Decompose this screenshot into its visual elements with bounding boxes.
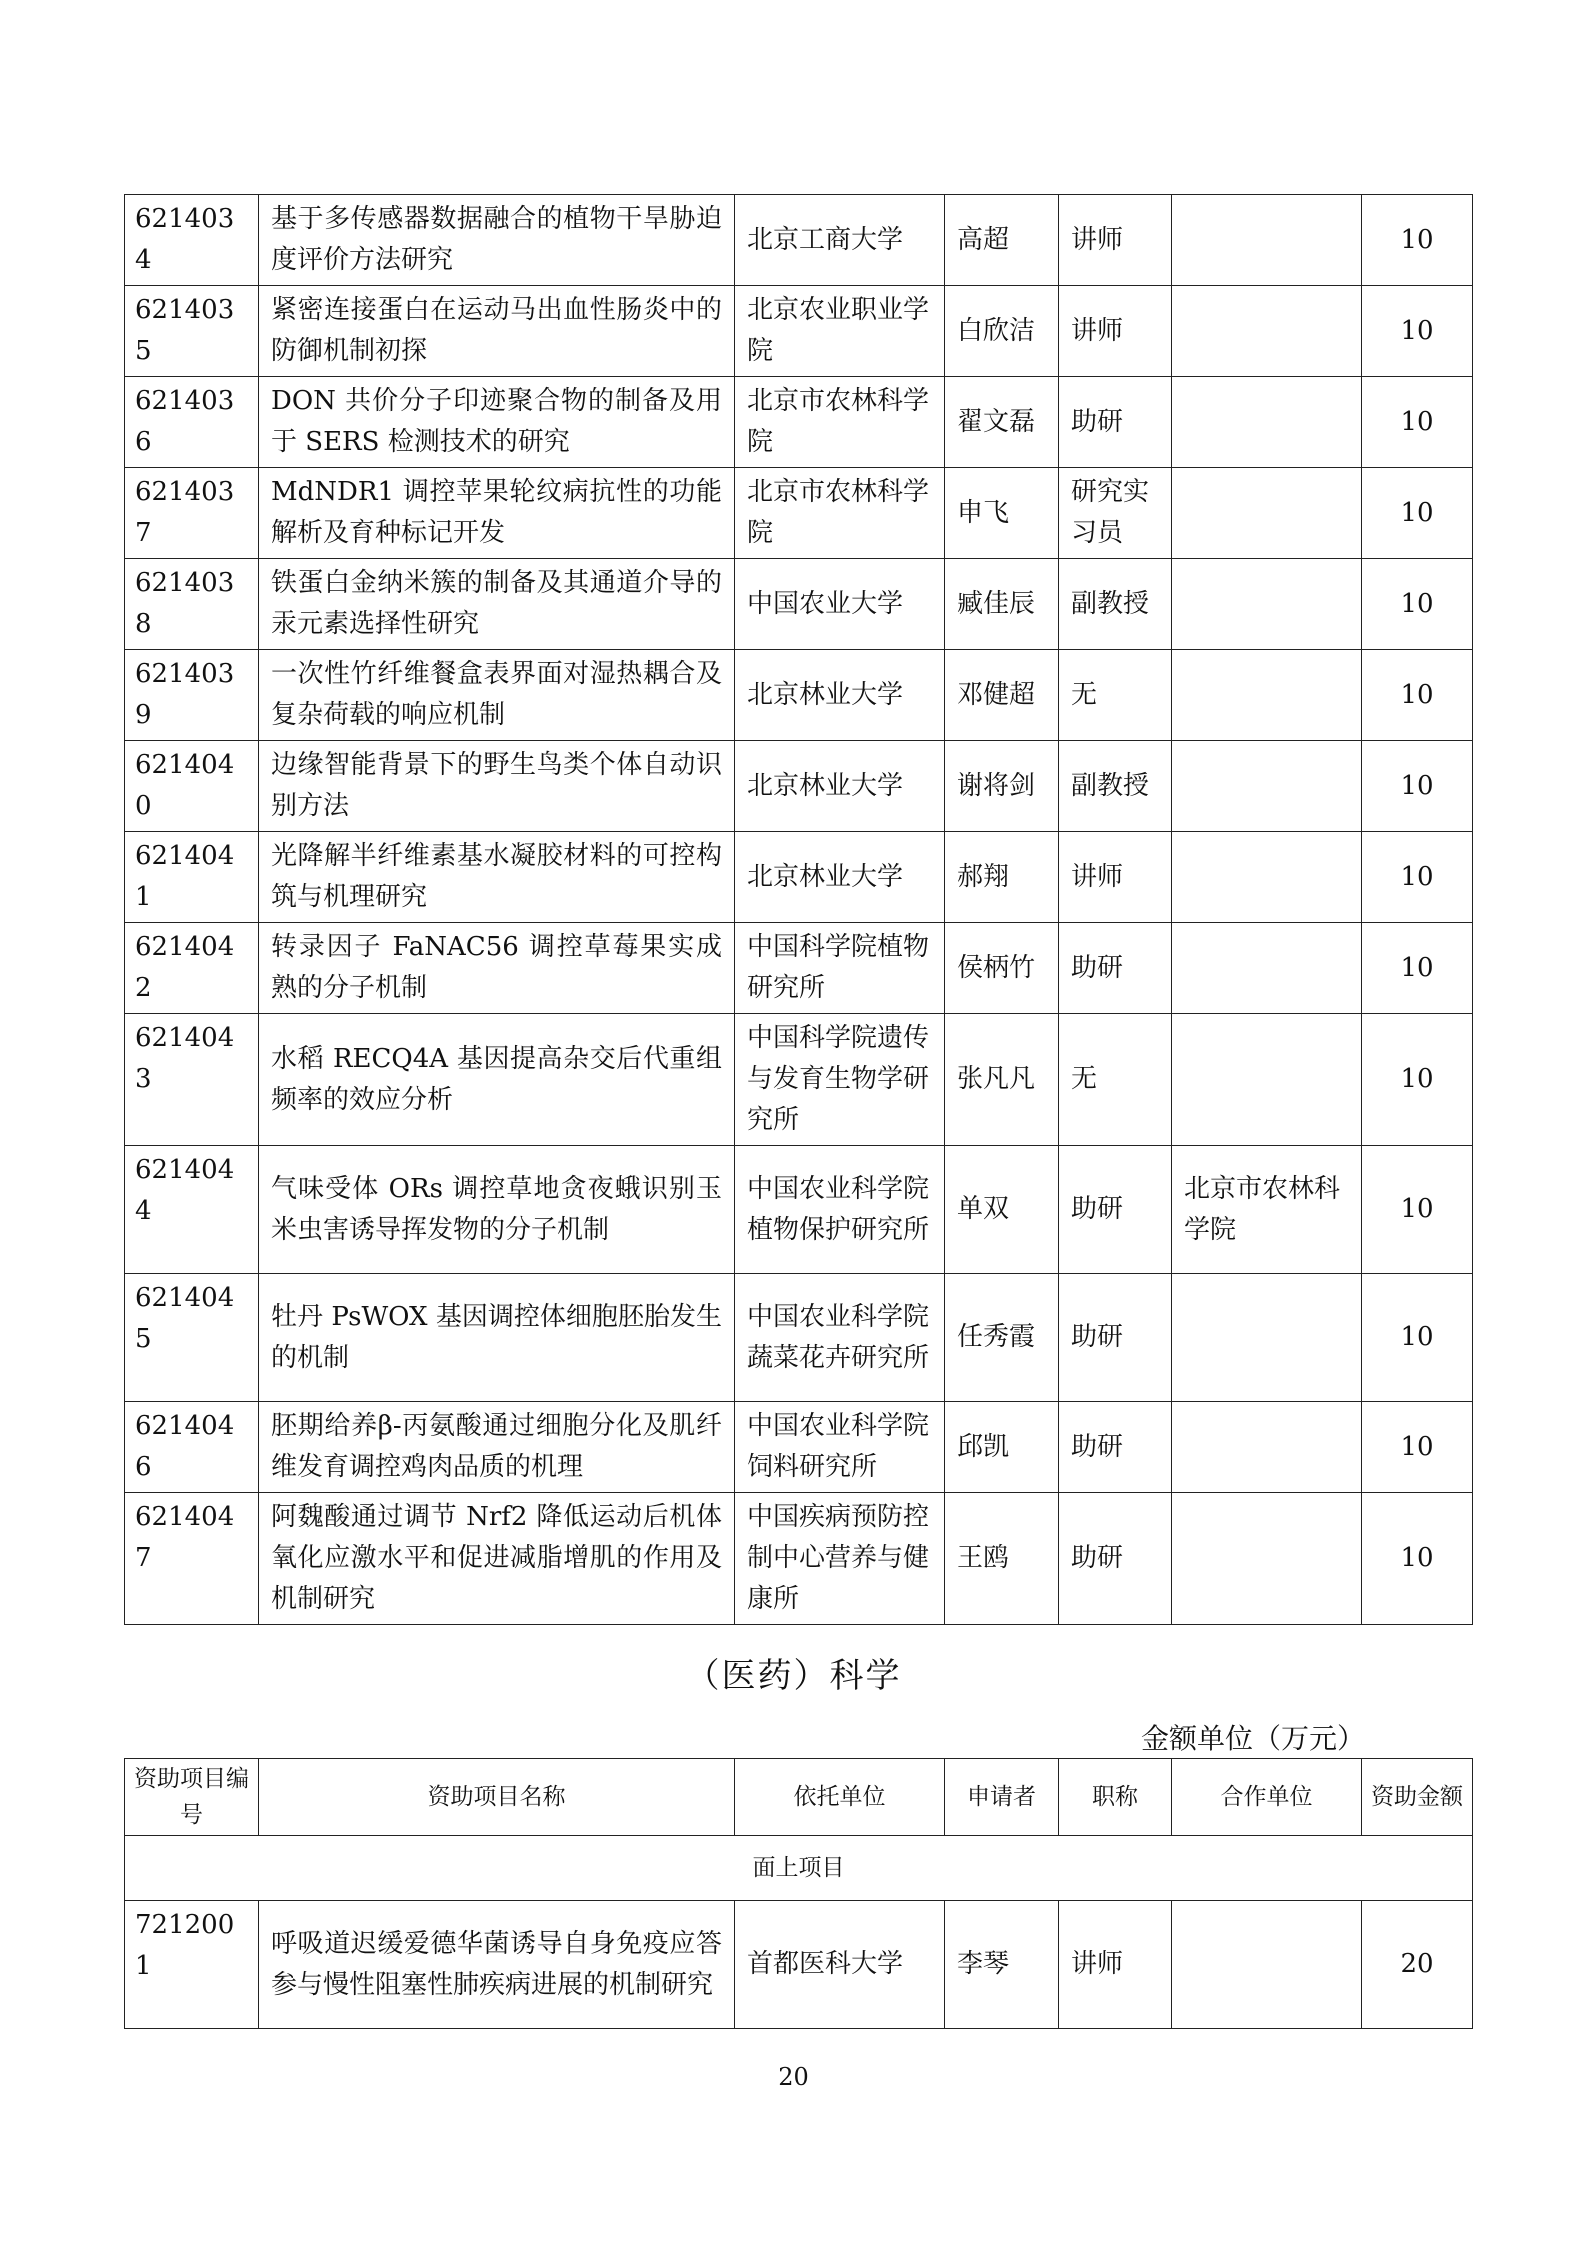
cell-project-id: 6214045 — [125, 1274, 259, 1402]
cell-applicant: 翟文磊 — [945, 377, 1059, 468]
cell-partner — [1172, 1014, 1362, 1146]
cell-project-title: 呼吸道迟缓爱德华菌诱导自身免疫应答参与慢性阻塞性肺疾病进展的机制研究 — [259, 1901, 735, 2029]
cell-organization: 北京林业大学 — [735, 832, 945, 923]
cell-partner — [1172, 1274, 1362, 1402]
table-row — [125, 1901, 1473, 2029]
table-row — [125, 1402, 1473, 1493]
cell-project-id: 6214034 — [125, 195, 259, 286]
cell-amount: 10 — [1362, 923, 1473, 1014]
cell-project-title: MdNDR1 调控苹果轮纹病抗性的功能解析及育种标记开发 — [259, 468, 735, 559]
table-row — [125, 1014, 1473, 1146]
cell-position: 助研 — [1059, 1493, 1172, 1625]
cell-project-title: 光降解半纤维素基水凝胶材料的可控构筑与机理研究 — [259, 832, 735, 923]
page-number: 20 — [778, 2063, 809, 2091]
cell-applicant: 申飞 — [945, 468, 1059, 559]
cell-position: 助研 — [1059, 1402, 1172, 1493]
cell-project-title: 基于多传感器数据融合的植物干旱胁迫度评价方法研究 — [259, 195, 735, 286]
cell-organization: 北京农业职业学院 — [735, 286, 945, 377]
category-label: 面上项目 — [125, 1836, 1473, 1901]
cell-partner — [1172, 468, 1362, 559]
cell-partner — [1172, 1901, 1362, 2029]
header-organization: 依托单位 — [735, 1759, 945, 1836]
cell-organization: 中国农业大学 — [735, 559, 945, 650]
cell-position: 副教授 — [1059, 559, 1172, 650]
cell-project-title: 铁蛋白金纳米簇的制备及其通道介导的汞元素选择性研究 — [259, 559, 735, 650]
cell-project-id: 6214043 — [125, 1014, 259, 1146]
cell-project-id: 6214039 — [125, 650, 259, 741]
cell-applicant: 侯柄竹 — [945, 923, 1059, 1014]
cell-applicant: 高超 — [945, 195, 1059, 286]
cell-amount: 10 — [1362, 286, 1473, 377]
cell-project-title: 转录因子 FaNAC56 调控草莓果实成熟的分子机制 — [259, 923, 735, 1014]
cell-organization: 中国疾病预防控制中心营养与健康所 — [735, 1493, 945, 1625]
cell-partner — [1172, 559, 1362, 650]
cell-partner — [1172, 195, 1362, 286]
cell-amount: 10 — [1362, 377, 1473, 468]
table-row — [125, 650, 1473, 741]
header-applicant: 申请者 — [945, 1759, 1059, 1836]
project-table-medicine — [124, 1758, 1473, 2029]
cell-project-id: 6214044 — [125, 1146, 259, 1274]
table-header-row — [125, 1759, 1473, 1836]
cell-applicant: 单双 — [945, 1146, 1059, 1274]
header-project-title: 资助项目名称 — [259, 1759, 735, 1836]
table-row — [125, 1146, 1473, 1274]
cell-partner — [1172, 650, 1362, 741]
cell-organization: 北京林业大学 — [735, 650, 945, 741]
table-row — [125, 468, 1473, 559]
table-row — [125, 832, 1473, 923]
cell-position: 讲师 — [1059, 1901, 1172, 2029]
section-title: （医药）科学 — [685, 1656, 902, 1696]
cell-amount: 10 — [1362, 650, 1473, 741]
cell-partner — [1172, 741, 1362, 832]
cell-position: 讲师 — [1059, 832, 1172, 923]
cell-organization: 中国农业科学院植物保护研究所 — [735, 1146, 945, 1274]
cell-organization: 北京林业大学 — [735, 741, 945, 832]
table-row — [125, 559, 1473, 650]
cell-amount: 10 — [1362, 1146, 1473, 1274]
cell-project-title: 胚期给养β-丙氨酸通过细胞分化及肌纤维发育调控鸡肉品质的机理 — [259, 1402, 735, 1493]
cell-applicant: 邓健超 — [945, 650, 1059, 741]
cell-applicant: 邱凯 — [945, 1402, 1059, 1493]
cell-organization: 北京市农林科学院 — [735, 377, 945, 468]
cell-partner — [1172, 832, 1362, 923]
cell-organization: 首都医科大学 — [735, 1901, 945, 2029]
cell-partner — [1172, 377, 1362, 468]
cell-project-title: 紧密连接蛋白在运动马出血性肠炎中的防御机制初探 — [259, 286, 735, 377]
cell-position: 副教授 — [1059, 741, 1172, 832]
table-row — [125, 1274, 1473, 1402]
cell-amount: 10 — [1362, 1493, 1473, 1625]
cell-organization: 北京市农林科学院 — [735, 468, 945, 559]
cell-partner — [1172, 1493, 1362, 1625]
cell-applicant: 张凡凡 — [945, 1014, 1059, 1146]
cell-project-title: 水稻 RECQ4A 基因提高杂交后代重组频率的效应分析 — [259, 1014, 735, 1146]
cell-position: 助研 — [1059, 1274, 1172, 1402]
header-partner: 合作单位 — [1172, 1759, 1362, 1836]
cell-amount: 10 — [1362, 832, 1473, 923]
cell-organization: 中国农业科学院饲料研究所 — [735, 1402, 945, 1493]
cell-partner — [1172, 1402, 1362, 1493]
cell-amount: 10 — [1362, 559, 1473, 650]
cell-project-id: 7212001 — [125, 1901, 259, 2029]
cell-project-id: 6214046 — [125, 1402, 259, 1493]
cell-project-id: 6214037 — [125, 468, 259, 559]
cell-position: 助研 — [1059, 923, 1172, 1014]
cell-project-title: DON 共价分子印迹聚合物的制备及用于 SERS 检测技术的研究 — [259, 377, 735, 468]
cell-partner — [1172, 923, 1362, 1014]
cell-project-id: 6214047 — [125, 1493, 259, 1625]
category-row — [125, 1836, 1473, 1901]
amount-unit-label: 金额单位（万元） — [1140, 1722, 1365, 1755]
table-row — [125, 741, 1473, 832]
cell-applicant: 谢将剑 — [945, 741, 1059, 832]
cell-partner: 北京市农林科学院 — [1172, 1146, 1362, 1274]
cell-amount: 20 — [1362, 1901, 1473, 2029]
cell-project-id: 6214035 — [125, 286, 259, 377]
cell-project-id: 6214040 — [125, 741, 259, 832]
project-table-agriculture — [124, 194, 1473, 1625]
cell-project-id: 6214036 — [125, 377, 259, 468]
cell-project-title: 一次性竹纤维餐盒表界面对湿热耦合及复杂荷载的响应机制 — [259, 650, 735, 741]
table-row — [125, 377, 1473, 468]
cell-applicant: 王鸥 — [945, 1493, 1059, 1625]
cell-organization: 中国科学院遗传与发育生物学研究所 — [735, 1014, 945, 1146]
cell-project-id: 6214038 — [125, 559, 259, 650]
cell-project-title: 阿魏酸通过调节 Nrf2 降低运动后机体氧化应激水平和促进减脂增肌的作用及机制研究 — [259, 1493, 735, 1625]
cell-position: 研究实习员 — [1059, 468, 1172, 559]
table-row — [125, 286, 1473, 377]
cell-position: 无 — [1059, 650, 1172, 741]
cell-amount: 10 — [1362, 1402, 1473, 1493]
header-project-id: 资助项目编号 — [125, 1759, 259, 1836]
cell-project-id: 6214042 — [125, 923, 259, 1014]
table-row — [125, 923, 1473, 1014]
header-amount: 资助金额 — [1362, 1759, 1473, 1836]
cell-applicant: 臧佳辰 — [945, 559, 1059, 650]
cell-project-title: 边缘智能背景下的野生鸟类个体自动识别方法 — [259, 741, 735, 832]
cell-organization: 中国农业科学院蔬菜花卉研究所 — [735, 1274, 945, 1402]
cell-applicant: 白欣洁 — [945, 286, 1059, 377]
cell-applicant: 任秀霞 — [945, 1274, 1059, 1402]
cell-applicant: 李琴 — [945, 1901, 1059, 2029]
cell-project-id: 6214041 — [125, 832, 259, 923]
cell-project-title: 气味受体 ORs 调控草地贪夜蛾识别玉米虫害诱导挥发物的分子机制 — [259, 1146, 735, 1274]
cell-project-title: 牡丹 PsWOX 基因调控体细胞胚胎发生的机制 — [259, 1274, 735, 1402]
cell-organization: 北京工商大学 — [735, 195, 945, 286]
cell-amount: 10 — [1362, 1014, 1473, 1146]
cell-position: 讲师 — [1059, 286, 1172, 377]
table-row — [125, 195, 1473, 286]
cell-amount: 10 — [1362, 195, 1473, 286]
cell-amount: 10 — [1362, 741, 1473, 832]
cell-position: 助研 — [1059, 1146, 1172, 1274]
cell-amount: 10 — [1362, 468, 1473, 559]
cell-position: 助研 — [1059, 377, 1172, 468]
cell-position: 无 — [1059, 1014, 1172, 1146]
cell-organization: 中国科学院植物研究所 — [735, 923, 945, 1014]
header-position: 职称 — [1059, 1759, 1172, 1836]
cell-partner — [1172, 286, 1362, 377]
cell-amount: 10 — [1362, 1274, 1473, 1402]
table-row — [125, 1493, 1473, 1625]
cell-applicant: 郝翔 — [945, 832, 1059, 923]
cell-position: 讲师 — [1059, 195, 1172, 286]
